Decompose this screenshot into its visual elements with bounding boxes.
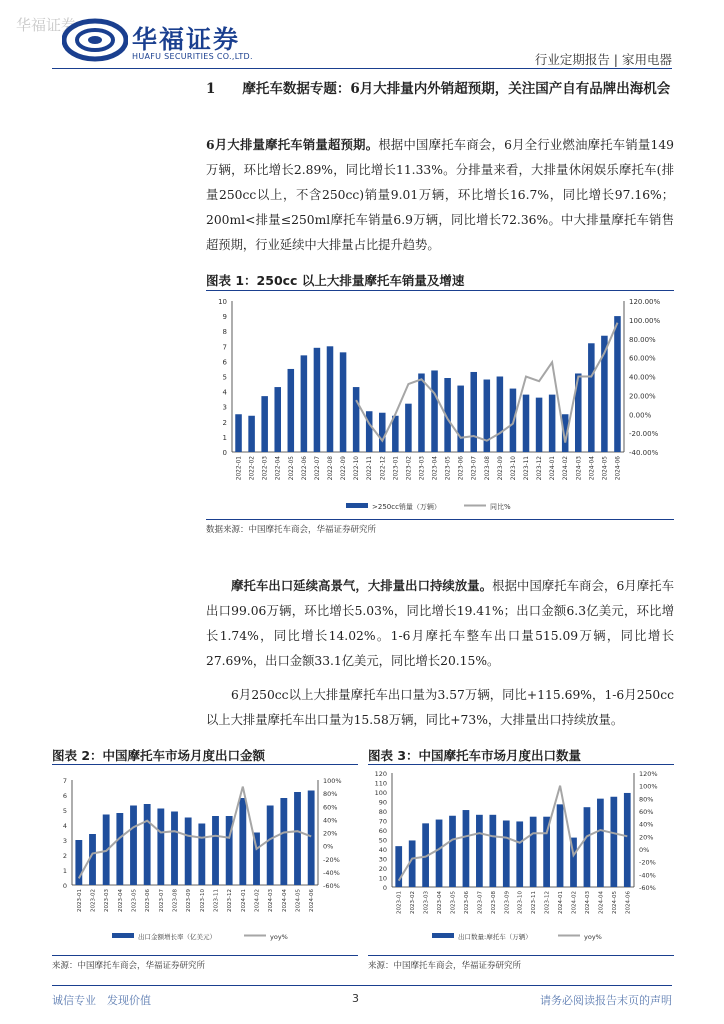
legend-swatch-bar [112,933,134,938]
x-tick-label: 2023-11 [213,889,220,912]
figure-1-source: 数据来源：中国摩托车商会，华福证券研究所 [206,525,377,535]
y2-tick-label: 0% [639,846,650,854]
y-tick-label: 1 [222,433,227,442]
x-tick-label: 2023-04 [437,891,444,914]
y-tick-label: 4 [62,822,67,830]
bar [239,798,246,885]
figure-2-title: 图表 2：中国摩托车市场月度出口金额 [52,748,266,763]
series-line [399,786,628,881]
figure-2-bottom-rule [52,955,358,956]
paragraph-2-body: 根据中国摩托车商会，6月摩托车出口99.06万辆，环比增长5.03%，同比增长19.41%；出口金额6.3亿美元，环比增长1.74%，同比增长14.02%。1-6月摩托车整车出口量515.09万辆，同比增长27.69%，出口金额33.1亿美元，同比增长20.15%。 [206,579,674,668]
y-tick-label: 8 [222,328,227,337]
paragraph-1-lead: 6月大排量摩托车销量超预期。 [206,137,379,152]
x-tick-label: 2024-01 [558,891,565,914]
x-tick-label: 2022-06 [301,456,308,481]
bar [470,372,477,452]
y-tick-label: 0 [62,882,67,890]
y-tick-label: 20 [378,865,387,873]
bar [476,815,483,887]
y2-tick-label: 20% [323,829,338,838]
y-tick-label: 0 [222,449,227,457]
bar [395,846,402,887]
bar [588,343,595,452]
x-tick-label: 2023-10 [199,889,206,912]
bar [340,352,347,452]
bar [274,387,281,452]
y2-tick-label: -40% [323,868,340,877]
x-tick-label: 2023-09 [186,889,193,912]
y-tick-label: 90 [378,798,387,807]
y-tick-label: 50 [378,836,387,845]
x-tick-label: 2024-02 [563,456,570,481]
x-tick-label: 2023-12 [227,889,234,912]
x-tick-label: 2023-04 [432,456,439,481]
bar [405,404,412,452]
y-tick-label: 2 [222,418,227,427]
bar [449,816,456,887]
x-tick-label: 2023-10 [517,891,524,914]
x-tick-label: 2023-07 [471,456,478,481]
y-tick-label: 110 [374,779,387,788]
legend-label-line: yoy% [270,933,288,941]
header-divider [52,68,672,69]
y2-tick-label: 40% [639,820,654,829]
bar [327,346,334,452]
x-tick-label: 2023-11 [524,456,530,481]
x-tick-label: 2023-05 [450,891,457,914]
y-tick-label: 7 [62,777,67,785]
bar [457,386,464,452]
bar [267,806,274,886]
bar [212,816,219,885]
x-tick-label: 2024-04 [281,889,288,912]
figure-2-source: 来源：中国摩托车商会，华福证券研究所 [52,961,206,971]
bar [314,348,321,452]
y-tick-label: 10 [218,298,227,306]
footer-disclaimer: 请务必阅读报告末页的声明 [540,994,672,1007]
figure-3-top-rule [368,764,674,765]
bar [144,804,151,885]
y-tick-label: 120 [374,770,387,778]
x-tick-label: 2022-10 [354,456,361,481]
figure-1-top-rule [206,290,674,291]
x-tick-label: 2024-03 [576,456,583,481]
legend-label-line: yoy% [584,933,602,941]
y-tick-label: 60 [378,827,387,835]
y2-tick-label: 100% [639,782,658,791]
x-tick-label: 2022-04 [275,456,282,481]
legend-label-bar: 出口数量:摩托车（万辆） [458,933,532,941]
bar [130,806,137,886]
y-tick-label: 70 [378,817,387,826]
x-tick-label: 2023-01 [76,889,83,912]
legend-label-line: 同比% [490,503,511,511]
bar [597,799,604,887]
y-tick-label: 10 [378,874,387,883]
bar [536,398,543,452]
bar [392,416,399,452]
bar [584,807,591,887]
bar [116,813,123,885]
y2-tick-label: 20% [639,833,654,842]
x-tick-label: 2024-01 [550,456,557,481]
y-tick-label: 80 [378,808,387,816]
x-tick-label: 2023-07 [477,891,484,914]
bar [288,369,295,452]
logo-text-en: HUAFU SECURITIES CO.,LTD. [132,52,253,61]
y2-tick-label: 0% [323,842,334,851]
y2-tick-label: 0.00% [629,411,652,420]
bar [157,809,164,886]
bar [436,820,443,887]
bar [248,416,255,452]
y-tick-label: 5 [62,807,67,815]
y2-tick-label: -60% [639,884,656,892]
paragraph-2-lead: 摩托车出口延续高景气，大排量出口持续放量。 [231,578,493,593]
y-tick-label: 3 [222,403,227,412]
y2-tick-label: 80.00% [629,335,656,344]
legend-swatch-bar [346,503,368,508]
x-tick-label: 2023-05 [445,456,452,481]
y2-tick-label: 20.00% [629,392,656,401]
y2-tick-label: -20.00% [629,430,659,439]
bar [624,793,631,887]
paragraph-3-body: 6月250cc以上大排量摩托车出口量为3.57万辆，同比+115.69%，1-6月250cc以上大排量摩托车出口量为15.58万辆，同比+73%，大排量出口持续放量。 [206,688,674,727]
x-tick-label: 2023-02 [90,889,97,912]
y2-tick-label: 60% [639,808,654,816]
x-tick-label: 2024-04 [589,456,596,481]
x-tick-label: 2022-05 [288,456,295,481]
y2-tick-label: 100% [323,777,342,785]
x-tick-label: 2022-11 [367,456,374,481]
bar [301,355,308,452]
x-tick-label: 2023-01 [396,891,403,914]
company-logo-icon [62,18,128,62]
bar [489,815,496,887]
bar [366,411,373,452]
bar [261,396,268,452]
x-tick-label: 2022-12 [380,456,387,481]
bar [235,414,242,452]
bar [549,395,556,452]
legend-label-bar: 出口金额增长率（亿美元） [138,933,216,941]
bar [503,821,510,888]
y-tick-label: 7 [222,343,227,352]
bar [198,824,205,886]
y2-tick-label: 80% [323,790,338,799]
x-tick-label: 2023-06 [145,889,152,912]
footer-divider [52,985,672,986]
x-tick-label: 2024-06 [625,891,632,914]
footer-slogan: 诚信专业 发现价值 [52,994,151,1007]
x-tick-label: 2023-10 [510,456,517,481]
bar [610,797,617,887]
x-tick-label: 2023-08 [172,889,179,912]
y-tick-label: 1 [62,867,67,875]
bar [280,798,287,885]
y-tick-label: 100 [374,789,387,797]
y2-tick-label: 100.00% [629,316,661,325]
figure-1-title: 图表 1：250cc 以上大排量摩托车销量及增速 [206,273,465,288]
logo-text-cn: 华福证券 [132,25,241,54]
watermark: 华福证券 [16,16,77,34]
y-tick-label: 4 [222,388,227,397]
figure-3-source: 来源：中国摩托车商会，华福证券研究所 [368,961,522,971]
x-tick-label: 2023-03 [419,456,426,481]
x-tick-label: 2023-07 [158,889,165,912]
bar [523,395,530,452]
x-tick-label: 2022-09 [341,456,348,481]
y2-tick-label: 120.00% [629,298,661,306]
x-tick-label: 2024-05 [295,889,302,912]
y-tick-label: 30 [378,855,387,864]
bar [379,413,386,452]
x-tick-label: 2023-12 [537,456,544,481]
bar [497,377,504,453]
bar [185,818,192,886]
x-tick-label: 2022-02 [249,456,256,481]
bar [463,810,470,887]
report-type: 行业定期报告 | 家用电器 [534,52,672,67]
bar [353,387,360,452]
y-tick-label: 5 [222,373,227,382]
x-tick-label: 2024-01 [240,889,247,912]
y-tick-label: 40 [378,846,387,854]
x-tick-label: 2024-05 [611,891,618,914]
y2-tick-label: 60.00% [629,354,656,363]
bar [418,373,425,452]
y-tick-label: 6 [62,792,67,800]
x-tick-label: 2023-04 [117,889,124,912]
paragraph-1 [206,132,674,258]
bar [294,792,301,885]
bar [557,804,564,887]
x-tick-label: 2024-06 [615,456,622,481]
bar [516,821,523,887]
paragraph-2 [206,573,674,674]
x-tick-label: 2024-06 [309,889,316,912]
y2-tick-label: 40% [323,816,338,825]
page-number: 3 [352,992,359,1005]
bar [614,316,621,452]
y-tick-label: 3 [62,837,67,845]
y2-tick-label: 40.00% [629,373,656,382]
chart-3 [368,767,674,955]
x-tick-label: 2023-08 [490,891,497,914]
chart-1 [206,293,674,519]
y2-tick-label: 80% [639,795,654,804]
y2-tick-label: -60% [323,882,340,890]
paragraph-3 [206,683,674,733]
x-tick-label: 2023-03 [104,889,111,912]
x-tick-label: 2023-03 [423,891,430,914]
figure-3-title: 图表 3：中国摩托车市场月度出口数量 [368,748,582,763]
bar [171,812,178,886]
x-tick-label: 2024-02 [254,889,261,912]
section-title: 1 摩托车数据专题：6月大排量内外销超预期，关注国产自有品牌出海机会 [206,81,671,97]
x-tick-label: 2023-09 [497,456,504,481]
x-tick-label: 2024-02 [571,891,578,914]
y2-tick-label: 60% [323,803,338,812]
y-tick-label: 0 [382,884,387,892]
x-tick-label: 2023-06 [463,891,470,914]
y2-tick-label: -40% [639,871,656,880]
series-line [79,787,311,879]
legend-label-bar: >250cc销量（万辆） [372,503,441,511]
chart-2 [52,767,358,955]
x-tick-label: 2024-04 [598,891,605,914]
x-tick-label: 2022-01 [236,456,243,481]
x-tick-label: 2023-01 [393,456,400,481]
figure-1-bottom-rule [206,519,674,520]
x-tick-label: 2023-08 [484,456,491,481]
x-tick-label: 2022-08 [328,456,334,481]
x-tick-label: 2023-05 [131,889,138,912]
x-tick-label: 2024-05 [602,456,609,481]
y2-tick-label: -20% [323,855,340,864]
bar [530,817,537,887]
x-tick-label: 2023-02 [406,456,413,481]
x-tick-label: 2024-03 [584,891,591,914]
y-tick-label: 9 [222,313,227,322]
figure-2-top-rule [52,764,358,765]
y-tick-label: 6 [222,358,227,367]
y2-tick-label: 120% [639,770,658,778]
x-tick-label: 2022-03 [262,456,269,481]
x-tick-label: 2023-12 [544,891,551,914]
y2-tick-label: -20% [639,858,656,867]
x-tick-label: 2024-03 [268,889,275,912]
bar [308,791,315,886]
x-tick-label: 2023-02 [410,891,417,914]
y2-tick-label: -40.00% [629,449,659,457]
x-tick-label: 2023-11 [531,891,538,914]
y-tick-label: 2 [62,852,67,860]
bar [431,370,438,452]
x-tick-label: 2023-09 [504,891,511,914]
paragraph-1-body: 根据中国摩托车商会，6月全行业燃油摩托车销量149万辆，环比增长2.89%，同比增长11.33%。分排量来看，大排量休闲娱乐摩托车(排量250cc以上，不含250cc)销量9.01万辆，环比增长16.7%，同比增长97.16%；200ml<排量≤250ml摩托车销量6.9万辆，同比增长72.36%。中大排量摩托车销售超预期，行业延续中大排量占比提升趋势。 [206,138,674,252]
x-tick-label: 2022-07 [314,456,321,481]
figure-3-bottom-rule [368,955,674,956]
x-tick-label: 2023-06 [458,456,465,481]
legend-swatch-bar [432,933,454,938]
